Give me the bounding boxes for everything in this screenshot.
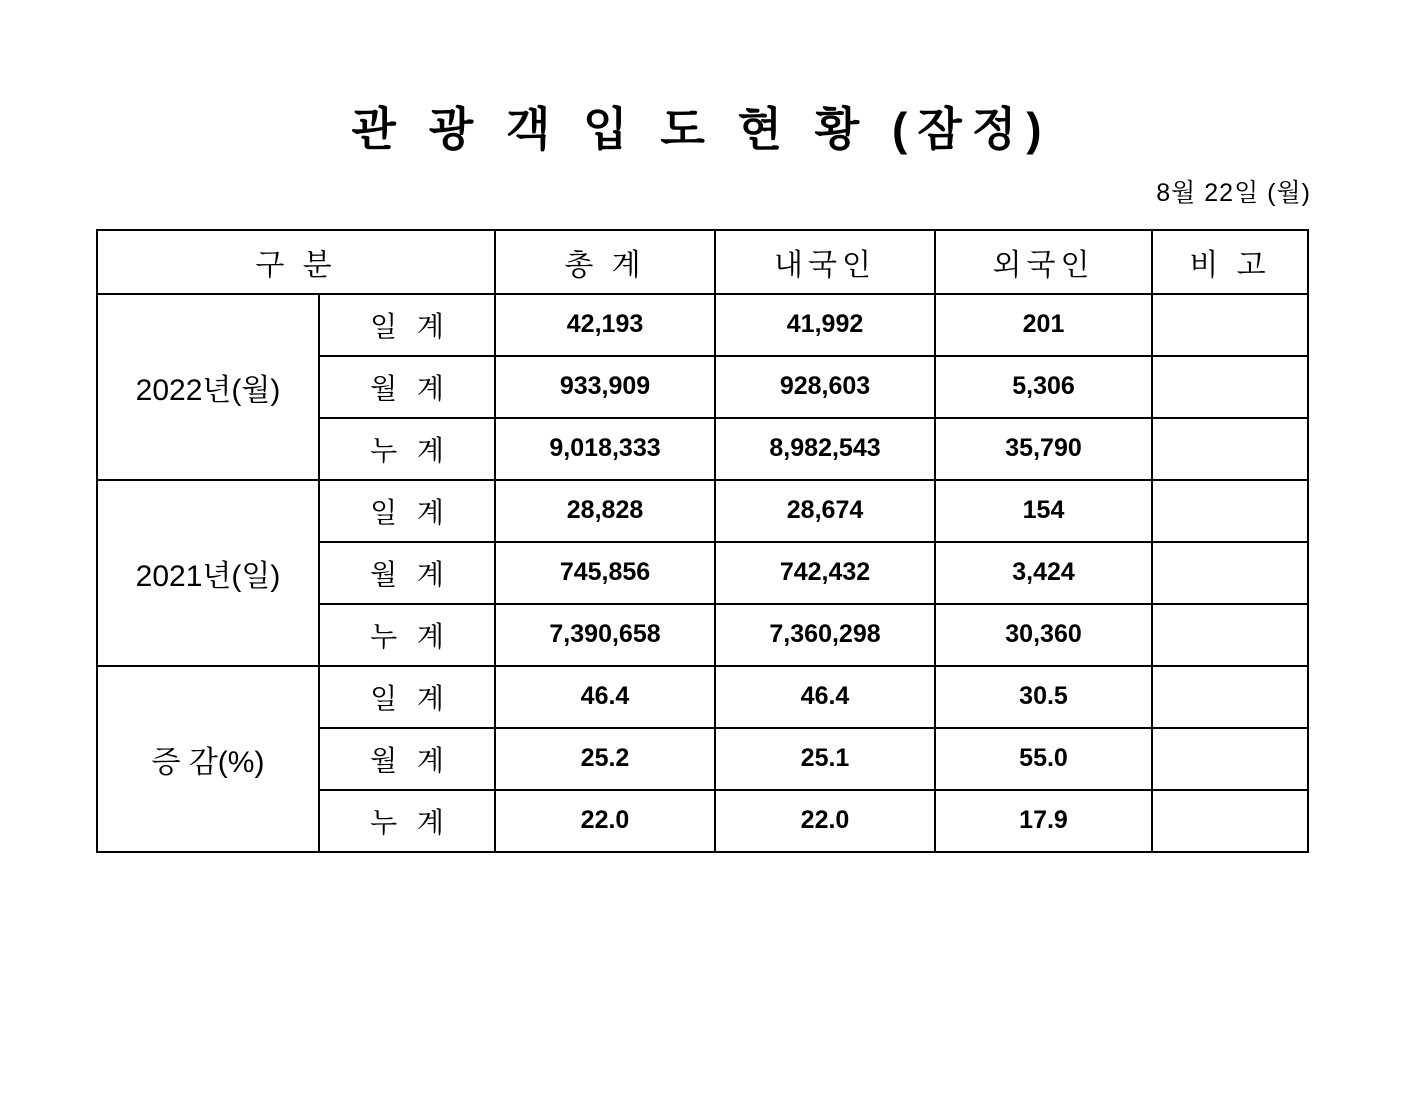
row-label-daily: 일 계: [319, 294, 495, 356]
cell-note: [1152, 604, 1308, 666]
column-header-note: 비 고: [1152, 230, 1308, 294]
table-row: [97, 480, 1308, 542]
cell-total: 745,856: [495, 542, 715, 604]
cell-note: [1152, 666, 1308, 728]
row-header-section-2022: 2022년(월): [97, 294, 319, 480]
cell-foreign: 5,306: [935, 356, 1152, 418]
cell-foreign: 55.0: [935, 728, 1152, 790]
cell-foreign: 3,424: [935, 542, 1152, 604]
row-label-cumulative: 누 계: [319, 604, 495, 666]
cell-foreign: 30.5: [935, 666, 1152, 728]
statistics-table-wrapper: [0, 229, 1403, 853]
cell-total: 42,193: [495, 294, 715, 356]
document-page: [0, 104, 1403, 1096]
cell-total: 22.0: [495, 790, 715, 852]
column-header-total: 총 계: [495, 230, 715, 294]
cell-total: 46.4: [495, 666, 715, 728]
row-label-cumulative: 누 계: [319, 790, 495, 852]
cell-domestic: 25.1: [715, 728, 935, 790]
cell-domestic: 7,360,298: [715, 604, 935, 666]
cell-foreign: 17.9: [935, 790, 1152, 852]
row-header-section-change: 증 감(%): [97, 666, 319, 852]
table-row: [97, 294, 1308, 356]
row-label-cumulative: 누 계: [319, 418, 495, 480]
cell-note: [1152, 294, 1308, 356]
cell-foreign: 30,360: [935, 604, 1152, 666]
cell-note: [1152, 356, 1308, 418]
column-header-group: 구 분: [97, 230, 495, 294]
cell-foreign: 154: [935, 480, 1152, 542]
cell-total: 9,018,333: [495, 418, 715, 480]
cell-domestic: 28,674: [715, 480, 935, 542]
cell-note: [1152, 480, 1308, 542]
row-label-daily: 일 계: [319, 666, 495, 728]
table-header: [97, 230, 1308, 294]
row-label-daily: 일 계: [319, 480, 495, 542]
row-label-monthly: 월 계: [319, 728, 495, 790]
cell-domestic: 742,432: [715, 542, 935, 604]
cell-note: [1152, 418, 1308, 480]
tourist-arrivals-table: [96, 229, 1309, 853]
cell-domestic: 41,992: [715, 294, 935, 356]
cell-foreign: 35,790: [935, 418, 1152, 480]
cell-note: [1152, 790, 1308, 852]
cell-domestic: 22.0: [715, 790, 935, 852]
column-header-foreign: 외국인: [935, 230, 1152, 294]
page-title: 관 광 객 입 도 현 황 (잠정): [351, 103, 1052, 155]
cell-foreign: 201: [935, 294, 1152, 356]
report-date: 8월 22일 (월): [1156, 178, 1311, 207]
cell-note: [1152, 728, 1308, 790]
cell-domestic: 928,603: [715, 356, 935, 418]
cell-domestic: 8,982,543: [715, 418, 935, 480]
table-body: [97, 294, 1308, 852]
row-label-monthly: 월 계: [319, 356, 495, 418]
table-header-row: [97, 230, 1308, 294]
cell-total: 25.2: [495, 728, 715, 790]
cell-total: 7,390,658: [495, 604, 715, 666]
cell-domestic: 46.4: [715, 666, 935, 728]
column-header-domestic: 내국인: [715, 230, 935, 294]
cell-note: [1152, 542, 1308, 604]
cell-total: 28,828: [495, 480, 715, 542]
row-label-monthly: 월 계: [319, 542, 495, 604]
row-header-section-2021: 2021년(일): [97, 480, 319, 666]
cell-total: 933,909: [495, 356, 715, 418]
table-row: [97, 666, 1308, 728]
